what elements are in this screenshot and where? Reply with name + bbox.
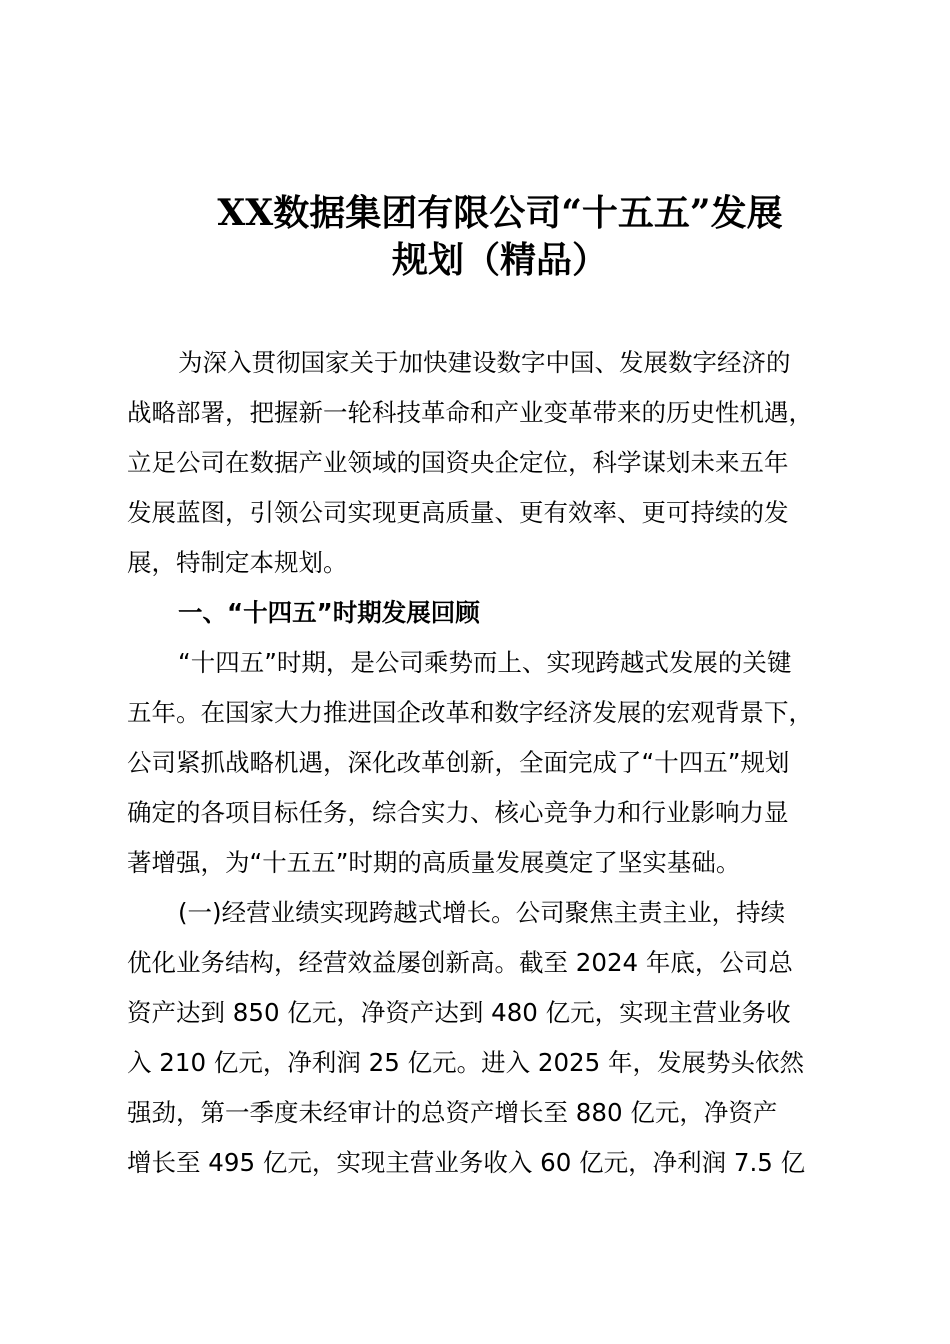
paragraph-line: (一)经营业绩实现跨越式增长。公司聚焦主责主业，持续 bbox=[178, 898, 786, 927]
document-title-line-1: XX数据集团有限公司“十五五”发展 bbox=[217, 192, 783, 234]
paragraph-line: 公司紧抓战略机遇，深化改革创新，全面完成了“十四五”规划 bbox=[127, 748, 790, 777]
paragraph-line: 强劲，第一季度未经审计的总资产增长至 880 亿元，净资产 bbox=[127, 1098, 778, 1127]
paragraph-line: 立足公司在数据产业领域的国资央企定位，科学谋划未来五年 bbox=[127, 448, 789, 477]
section-heading: 一、“十四五”时期发展回顾 bbox=[178, 598, 480, 627]
paragraph-line: 增长至 495 亿元，实现主营业务收入 60 亿元，净利润 7.5 亿 bbox=[127, 1148, 806, 1177]
paragraph-line: 入 210 亿元，净利润 25 亿元。进入 2025 年，发展势头依然 bbox=[127, 1048, 805, 1077]
paragraph-line: 展，特制定本规划。 bbox=[127, 548, 348, 577]
paragraph-line: 为深入贯彻国家关于加快建设数字中国、发展数字经济的 bbox=[178, 348, 791, 377]
paragraph-line: 资产达到 850 亿元，净资产达到 480 亿元，实现主营业务收 bbox=[127, 998, 791, 1027]
paragraph-line: “十四五”时期，是公司乘势而上、实现跨越式发展的关键 bbox=[178, 648, 792, 677]
paragraph-line: 战略部署，把握新一轮科技革命和产业变革带来的历史性机遇， bbox=[127, 398, 813, 427]
paragraph-line: 确定的各项目标任务，综合实力、核心竞争力和行业影响力显 bbox=[127, 798, 789, 827]
paragraph-line: 著增强，为“十五五”时期的高质量发展奠定了坚实基础。 bbox=[127, 848, 741, 877]
document-title-line-2: 规划（精品） bbox=[391, 239, 608, 281]
paragraph-line: 五年。在国家大力推进国企改革和数字经济发展的宏观背景下， bbox=[127, 698, 813, 727]
paragraph-line: 优化业务结构，经营效益屡创新高。截至 2024 年底，公司总 bbox=[127, 948, 793, 977]
paragraph-line: 发展蓝图，引领公司实现更高质量、更有效率、更可持续的发 bbox=[127, 498, 789, 527]
